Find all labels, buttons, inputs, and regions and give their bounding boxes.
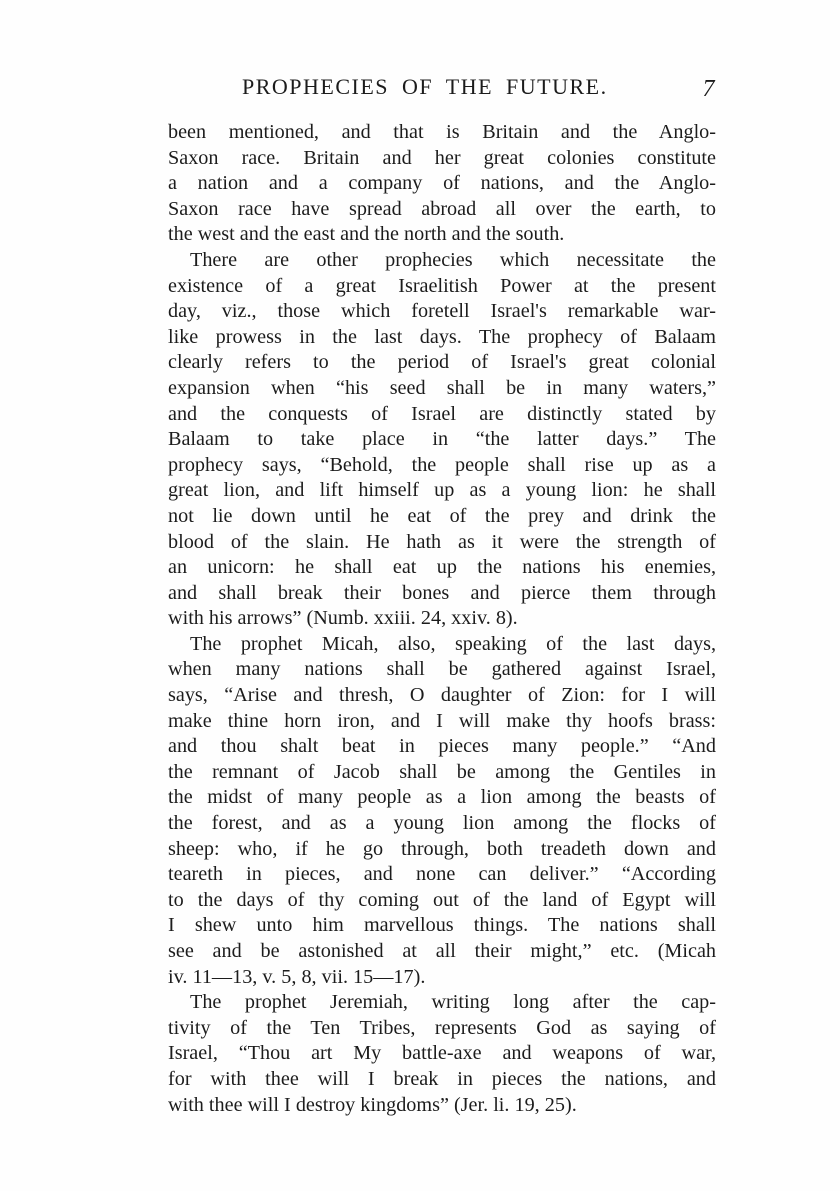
text-line: teareth in pieces, and none can deliver.” “According xyxy=(168,863,716,886)
text-line: been mentioned, and that is Britain and the Anglo- xyxy=(168,121,716,143)
text-line: not lie down until he eat of the prey and drink the xyxy=(168,504,716,527)
text-line: and shall break their bones and pierce them through xyxy=(168,581,716,604)
text-line: great lion, and lift himself up as a young lion: he shall xyxy=(168,479,716,502)
paragraph xyxy=(168,120,716,248)
text-line: the midst of many people as a lion among the beasts of xyxy=(168,786,716,809)
text-line: Balaam to take place in “the latter days.” The xyxy=(168,428,716,451)
text-line: with thee will I destroy kingdoms” (Jer. li. 19, 25). xyxy=(168,1093,577,1116)
text-line: and the conquests of Israel are distinctly stated by xyxy=(168,402,716,425)
text-line: like prowess in the last days. The prophecy of Balaam xyxy=(168,325,716,348)
text-line: existence of a great Israelitish Power at the present xyxy=(168,274,716,297)
page-number: 7 xyxy=(702,76,716,102)
running-head xyxy=(168,74,720,104)
text-line: The prophet Jeremiah, writing long after the cap- xyxy=(190,991,716,1014)
text-line: the forest, and as a young lion among the flocks of xyxy=(168,812,716,835)
text-line: with his arrows” (Numb. xxiii. 24, xxiv. 8). xyxy=(168,607,518,630)
text-line: and thou shalt beat in pieces many people.” “And xyxy=(168,735,716,758)
text-line: a nation and a company of nations, and the Anglo- xyxy=(168,172,716,195)
text-line: I shew unto him marvellous things. The nations shall xyxy=(168,914,716,937)
text-line: make thine horn iron, and I will make thy hoofs brass: xyxy=(168,709,716,732)
text-line: prophecy says, “Behold, the people shall rise up as a xyxy=(168,453,716,476)
paragraph xyxy=(168,632,716,990)
paragraph xyxy=(168,248,716,632)
text-line: Israel, “Thou art My battle-axe and weapons of war, xyxy=(168,1042,716,1065)
text-line: expansion when “his seed shall be in many waters,” xyxy=(168,376,716,399)
running-title: PROPHECIES OF THE FUTURE. xyxy=(242,74,608,99)
text-line: an unicorn: he shall eat up the nations his enemies, xyxy=(168,556,716,579)
text-line: iv. 11—13, v. 5, 8, vii. 15—17). xyxy=(168,965,426,988)
text-line: tivity of the Ten Tribes, represents God as saying of xyxy=(168,1016,716,1039)
text-line: when many nations shall be gathered against Israel, xyxy=(168,658,716,681)
text-line: blood of the slain. He hath as it were the strength of xyxy=(168,530,716,553)
text-line: Saxon race have spread abroad all over the earth, to xyxy=(168,197,716,220)
text-line: for with thee will I break in pieces the nations, and xyxy=(168,1067,716,1090)
text-line: says, “Arise and thresh, O daughter of Zion: for I will xyxy=(168,684,716,707)
text-line: clearly refers to the period of Israel's great colonial xyxy=(168,351,716,374)
text-line: There are other prophecies which necessitate the xyxy=(190,248,716,271)
text-line: day, viz., those which foretell Israel's remarkable war- xyxy=(168,300,716,323)
text-line: to the days of thy coming out of the land of Egypt will xyxy=(168,888,716,911)
text-line: the remnant of Jacob shall be among the Gentiles in xyxy=(168,760,716,783)
text-line: The prophet Micah, also, speaking of the last days, xyxy=(190,632,716,655)
text-line: Saxon race. Britain and her great colonies constitute xyxy=(168,146,716,169)
text-line: the west and the east and the north and the south. xyxy=(168,223,565,246)
text-line: see and be astonished at all their might,” etc. (Micah xyxy=(168,940,716,962)
paragraph xyxy=(168,990,716,1118)
body-text xyxy=(168,120,716,1118)
text-line: sheep: who, if he go through, both treadeth down and xyxy=(168,837,716,860)
